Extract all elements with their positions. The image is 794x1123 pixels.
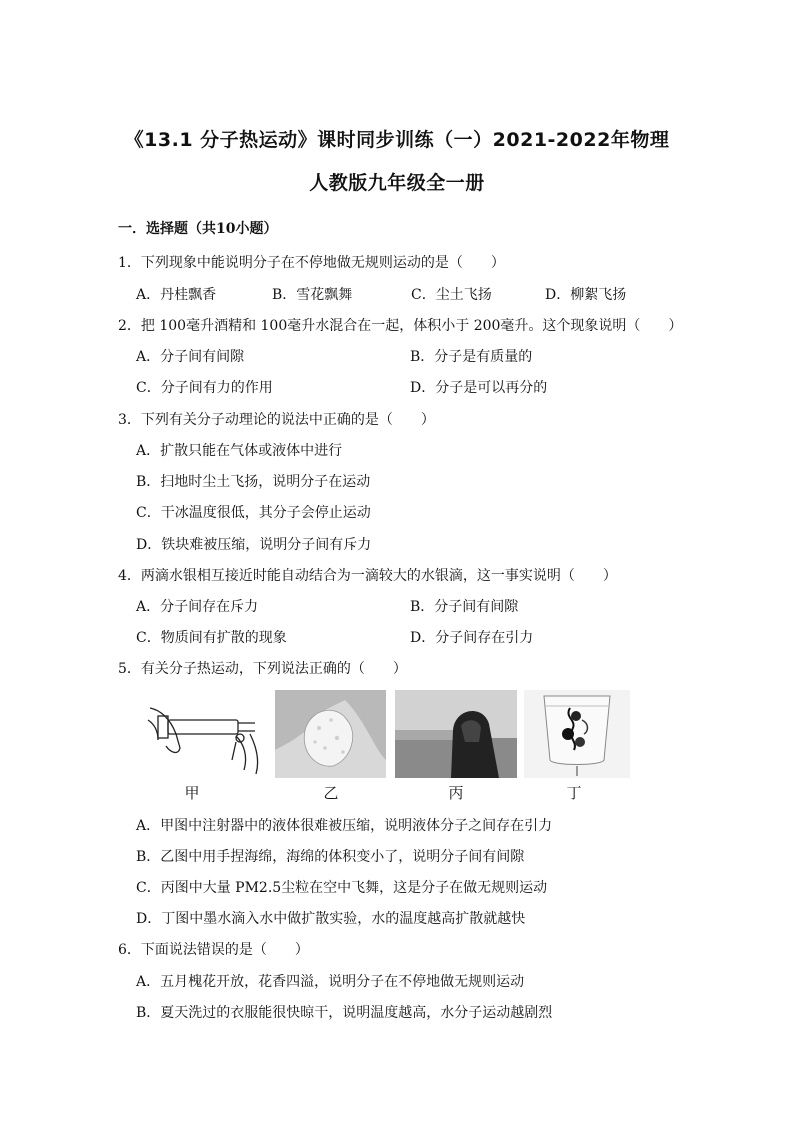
figure-caption-yi: 乙 (323, 784, 339, 802)
document-title-line1: 《13.1 分子热运动》课时同步训练（一）2021-2022年物理 (124, 129, 670, 151)
figure-ink-glass (524, 690, 630, 778)
question-2-option-a: A．分子间有间隙 (136, 349, 245, 365)
question-5-stem: 5．有关分子热运动，下列说法正确的（ ） (118, 661, 407, 677)
question-4-option-b: B．分子间有间隙 (410, 599, 519, 615)
question-6-option-b: B．夏天洗过的衣服能很快晾干，说明温度越高，水分子运动越剧烈 (136, 1005, 553, 1021)
figure-haze (395, 690, 517, 778)
question-1-stem: 1．下列现象中能说明分子在不停地做无规则运动的是（ ） (118, 255, 505, 271)
question-2-option-d: D．分子是可以再分的 (410, 380, 548, 396)
question-1-option-a: A．丹桂飘香 (136, 287, 217, 303)
question-5-option-c: C．丙图中大量 PM2.5尘粒在空中飞舞，这是分子在做无规则运动 (136, 880, 548, 896)
question-5-option-a: A．甲图中注射器中的液体很难被压缩，说明液体分子之间存在引力 (136, 818, 553, 834)
question-3-option-a: A．扩散只能在气体或液体中进行 (136, 443, 343, 459)
figure-syringe (140, 690, 265, 778)
question-3-option-b: B．扫地时尘土飞扬，说明分子在运动 (136, 474, 371, 490)
document-title-line2: 人教版九年级全一册 (309, 172, 485, 194)
question-4-option-a: A．分子间存在斥力 (136, 599, 259, 615)
figure-caption-bing: 丙 (448, 784, 464, 802)
question-6-stem: 6．下面说法错误的是（ ） (118, 942, 309, 958)
question-3-stem: 3．下列有关分子动理论的说法中正确的是（ ） (118, 412, 435, 428)
figure-caption-ding: 丁 (566, 784, 582, 802)
question-1-option-d: D．柳絮飞扬 (545, 287, 627, 303)
question-4-option-d: D．分子间存在引力 (410, 630, 534, 646)
question-1-option-c: C．尘土飞扬 (411, 287, 492, 303)
section-heading: 一．选择题（共10小题） (118, 221, 278, 237)
question-5-option-d: D．丁图中墨水滴入水中做扩散实验，水的温度越高扩散就越快 (136, 911, 526, 927)
question-1-option-b: B．雪花飘舞 (272, 287, 353, 303)
question-6-option-a: A．五月槐花开放，花香四溢，说明分子在不停地做无规则运动 (136, 974, 525, 990)
question-4-stem: 4．两滴水银相互接近时能自动结合为一滴较大的水银滴，这一事实说明（ ） (118, 568, 617, 584)
question-2-option-b: B．分子是有质量的 (410, 349, 533, 365)
figure-caption-jia: 甲 (184, 784, 200, 802)
question-3-option-d: D．铁块难被压缩，说明分子间有斥力 (136, 537, 372, 553)
question-3-option-c: C．干冰温度很低，其分子会停止运动 (136, 505, 371, 521)
question-2-option-c: C．分子间有力的作用 (136, 380, 273, 396)
figure-sponge (275, 690, 386, 778)
question-2-stem: 2．把 100毫升酒精和 100毫升水混合在一起，体积小于 200毫升。这个现象说明（ ） (118, 318, 683, 334)
question-5-option-b: B．乙图中用手捏海绵，海绵的体积变小了，说明分子间有间隙 (136, 849, 525, 865)
question-4-option-c: C．物质间有扩散的现象 (136, 630, 287, 646)
